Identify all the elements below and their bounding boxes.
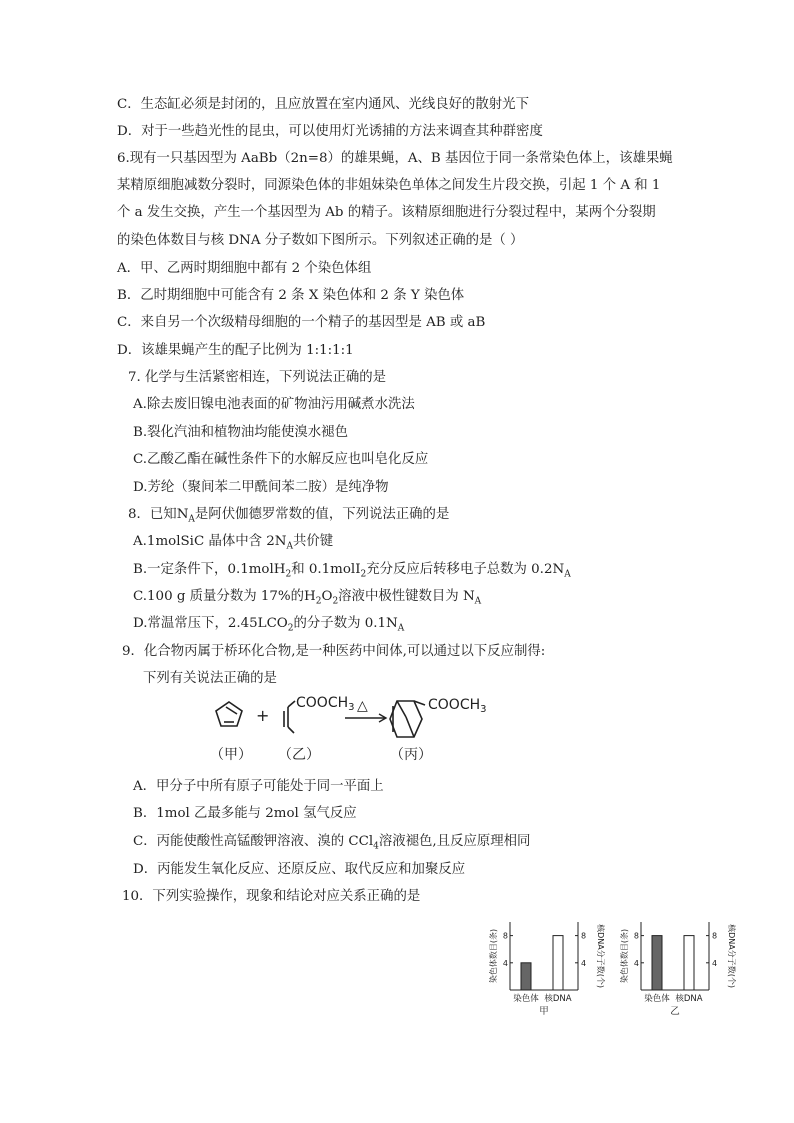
y-tick-label-left: 4 [633,958,639,968]
text-line: B.一定条件下，0.1molH$_2$和 0.1molI$_2$充分反应后转移电子总数为 $0.2N_A$ [133,562,571,580]
bar [521,963,531,990]
label-jia: （甲） [210,747,252,763]
methyl-acrylate-structure [284,701,295,733]
y-tick-label-left: 8 [502,931,508,941]
text-line: 9．化合物丙属于桥环化合物,是一种医药中间体,可以通过以下反应制得: [122,644,546,659]
y-axis-label-right: 核DNA分子数(个) [596,924,605,988]
y-tick-label-right: 4 [581,958,587,968]
text-line: C．生态缸必须是封闭的，且应放置在室内通风、光线良好的散射光下 [117,97,529,112]
text-line: C.100 g 质量分数为 17%的$H_2O_2$溶液中极性键数目为 $N_A$ [133,589,482,607]
category-label: 染色体 [644,994,670,1004]
bar [652,936,662,990]
text-line: 的染色体数目与核 DNA 分子数如下图所示。下列叙述正确的是（ ） [117,233,524,248]
bicyclic-ester-structure [390,701,425,737]
plus-sign: + [256,706,270,725]
label-bing: （丙） [390,747,432,763]
chart-title: 甲 [539,1006,549,1017]
chart-jia [486,918,606,1022]
y-tick-label-right: 4 [712,958,718,968]
text-line: 10．下列实验操作，现象和结论对应关系正确的是 [122,889,421,904]
text-line: A．甲、乙两时期细胞中都有 2 个染色体组 [117,261,372,276]
y-tick-label-right: 8 [581,931,587,941]
y-tick-label-right: 8 [712,931,718,941]
bar [553,936,563,990]
text-line: 7. 化学与生活紧密相连，下列说法正确的是 [128,370,387,385]
text-line: D．该雄果蝇产生的配子比例为 1:1:1:1 [117,343,354,358]
label-yi: （乙） [278,747,320,763]
y-axis-label-left: 染色体数目(条) [489,928,498,984]
text-line: 下列有关说法正确的是 [143,671,277,686]
reaction-arrow [345,714,386,722]
text-line: C.乙酸乙酯在碱性条件下的水解反应也叫皂化反应 [133,452,429,467]
category-label: 核DNA [544,994,572,1004]
text-line: A.除去废旧镍电池表面的矿物油污用碱煮水洗法 [133,397,415,412]
text-line: 8．已知$N_A$是阿伏伽德罗常数的值，下列说法正确的是 [128,507,450,525]
reaction-scheme [200,693,500,765]
text-line: 6.现有一只基因型为 AaBb（2n=8）的雄果蝇，A、B 基因位于同一条常染色体上，该雄果蝇 [117,151,673,166]
category-label: 染色体 [513,994,539,1004]
y-tick-label-left: 8 [633,931,639,941]
text-line: D．对于一些趋光性的昆虫，可以使用灯光诱捕的方法来调查其种群密度 [117,124,543,139]
text-line: 个 a 发生交换，产生一个基因型为 Ab 的精子。该精原细胞进行分裂过程中，某两个分裂期 [117,205,656,220]
category-label: 核DNA [675,994,703,1004]
text-line: B．1mol 乙最多能与 2mol 氢气反应 [133,806,357,821]
text-line: D.常温常压下，$2.45LCO_2$的分子数为 $0.1N_A$ [133,616,405,634]
text-line: C．来自另一个次级精母细胞的一个精子的基因型是 AB 或 aB [117,315,486,330]
text-line: D．丙能发生氧化反应、还原反应、取代反应和加聚反应 [133,862,466,877]
text-line: A．甲分子中所有原子可能处于同一平面上 [133,779,384,794]
coocch3-label-yi: $COOCH_3$ [296,695,355,713]
y-tick-label-left: 4 [502,958,508,968]
text-line: D.芳纶（聚间苯二甲酰间苯二胺）是纯净物 [133,480,389,495]
heat-delta-symbol: △ [357,698,368,714]
text-line: 某精原细胞减数分裂时，同源染色体的非姐妹染色单体之间发生片段交换，引起 1 个 A 和 1 [117,178,661,193]
y-axis-label-right: 核DNA分子数(个) [727,924,736,988]
coocch3-label-bing: $COOCH_3$ [428,697,487,715]
chart-yi [617,918,737,1022]
bar [684,936,694,990]
text-line: C．丙能使酸性高锰酸钾溶液、溴的 CCl$_4$溶液褪色,且反应原理相同 [133,834,531,852]
text-line: B．乙时期细胞中可能含有 2 条 X 染色体和 2 条 Y 染色体 [117,288,465,303]
chart-title: 乙 [670,1006,680,1017]
text-line: A.1molSiC 晶体中含 $2N_A$共价键 [133,534,334,552]
cyclopentadiene-structure [216,702,242,726]
y-axis-label-left: 染色体数目(条) [620,928,629,984]
text-line: B.裂化汽油和植物油均能使溴水褪色 [133,425,348,440]
